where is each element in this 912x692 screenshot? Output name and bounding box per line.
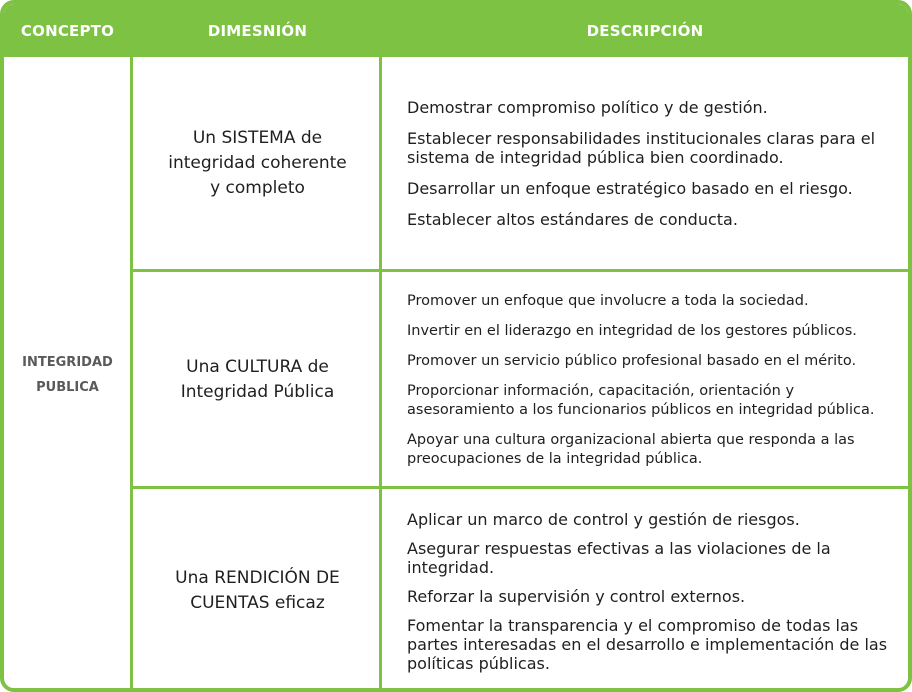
description-item: Establecer responsabilidades institucionales claras para el sistema de integridad pública bien coordinado. xyxy=(407,129,876,167)
description-item: Invertir en el liderazgo en integridad de los gestores públicos. xyxy=(407,322,857,339)
description-cell-sistema xyxy=(385,57,893,270)
description-item: Aplicar un marco de control y gestión de riesgos. xyxy=(407,509,800,529)
dimension-line: Una RENDICIÓN DE xyxy=(175,568,340,588)
dimension-line: Integridad Pública xyxy=(180,382,335,402)
description-item: Desarrollar un enfoque estratégico basado en el riesgo. xyxy=(407,179,853,198)
description-item: Demostrar compromiso político y de gestión. xyxy=(407,98,768,117)
description-item: Establecer altos estándares de conducta. xyxy=(407,210,738,229)
description-item: Asegurar respuestas efectivas a las violaciones de la integridad. xyxy=(407,538,831,577)
description-item: Fomentar la transparencia y el compromiso de todas las partes interesadas en el desarrollo e implementación de las políticas públicas. xyxy=(407,615,888,673)
dimension-line: Un SISTEMA de xyxy=(192,128,323,148)
dimension-line: y completo xyxy=(210,178,305,198)
description-item: Apoyar una cultura organizacional abierta que responda a las preocupaciones de la integridad pública. xyxy=(407,431,855,467)
dimension-cell-rendicion xyxy=(135,490,380,692)
header-dimension: DIMESNIÓN xyxy=(207,21,308,40)
table-header xyxy=(4,4,912,57)
dimension-line: CUENTAS eficaz xyxy=(190,593,325,613)
description-cell-rendicion xyxy=(385,490,893,692)
description-item: Reforzar la supervisión y control externos. xyxy=(407,586,746,606)
concept-line: PUBLICA xyxy=(36,379,99,395)
dimension-line: Una CULTURA de xyxy=(186,357,329,377)
dimension-line: integridad coherente xyxy=(168,153,347,173)
description-item: Proporcionar información, capacitación, orientación y asesoramiento a los funcionarios públicos en integridad pública. xyxy=(407,382,875,418)
header-descripcion: DESCRIPCIÓN xyxy=(586,21,704,40)
concept-cell xyxy=(4,57,131,692)
dimension-cell-sistema xyxy=(135,57,380,270)
description-item: Promover un enfoque que involucre a toda la sociedad. xyxy=(407,292,809,309)
concept-line: INTEGRIDAD xyxy=(22,354,113,370)
dimension-cell-cultura xyxy=(135,273,380,487)
header-concepto: CONCEPTO xyxy=(20,21,115,40)
description-item: Promover un servicio público profesional basado en el mérito. xyxy=(407,352,857,369)
description-cell-cultura xyxy=(385,273,893,487)
